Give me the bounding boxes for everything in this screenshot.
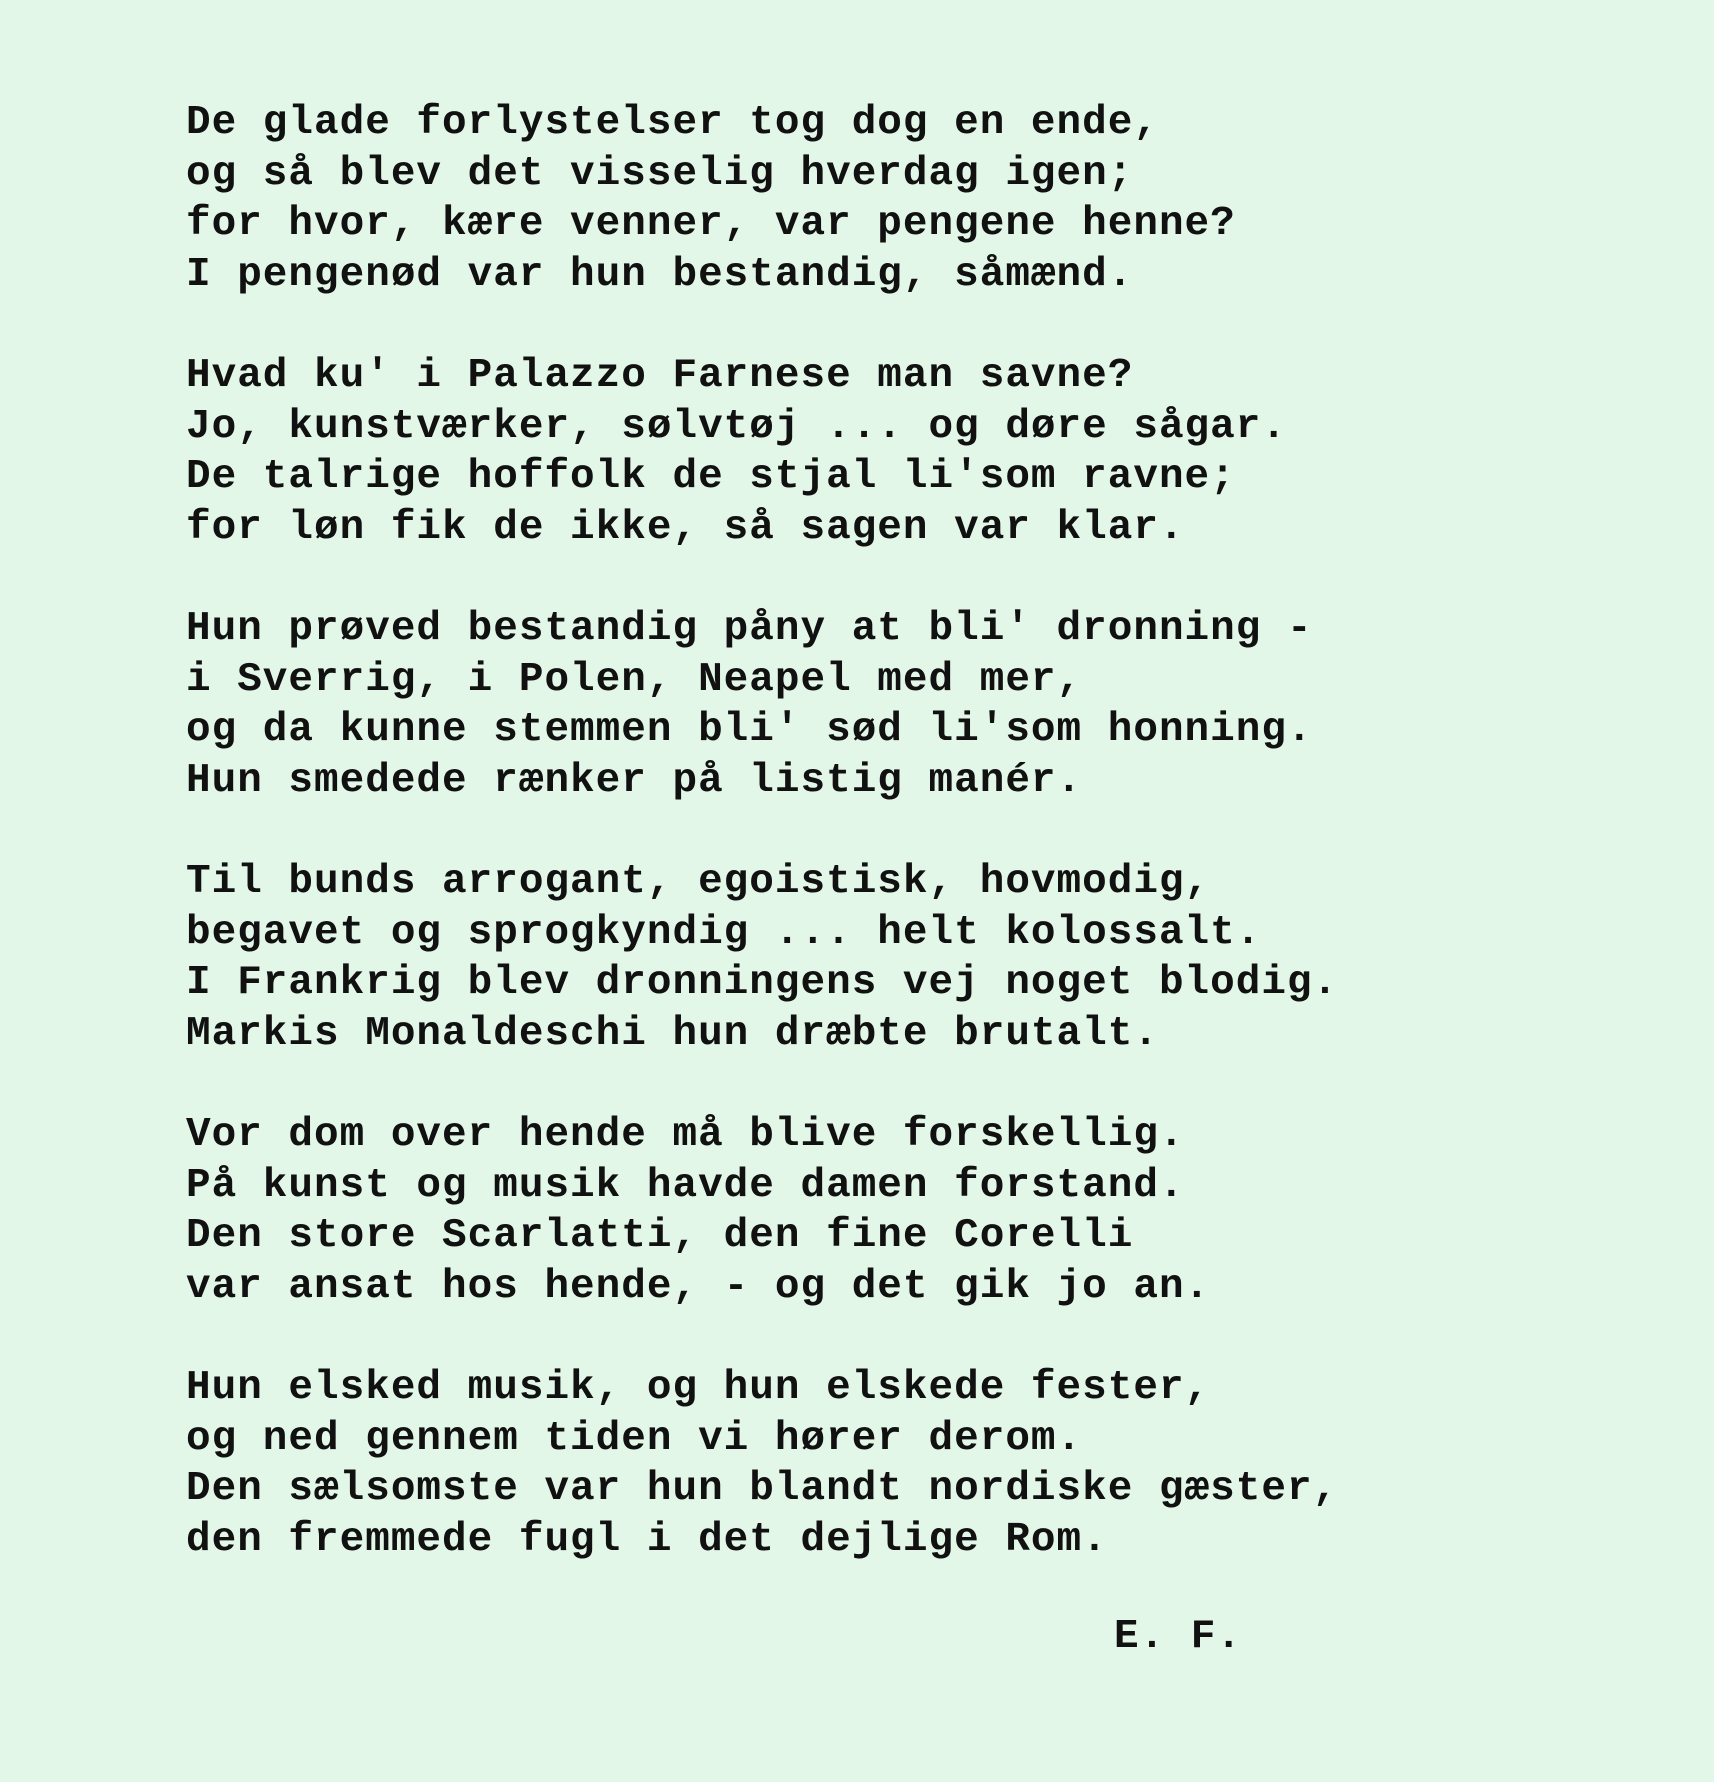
poem-line: Hvad ku' i Palazzo Farnese man savne? [186, 353, 1134, 399]
poem-line: og så blev det visselig hverdag igen; [186, 150, 1134, 197]
poem-line: Hun smedede rænker på listig manér. [186, 757, 1083, 804]
poem-line: Hun prøved bestandig påny at bli' dronning - [186, 606, 1313, 652]
poem-line: og da kunne stemmen bli' sød li'som honning. [186, 707, 1313, 753]
author-signature: E. F. [1114, 1614, 1243, 1660]
poem [186, 98, 1606, 1616]
poem-line: Den store Scarlatti, den fine Corelli [186, 1213, 1134, 1259]
poem-line: i Sverrig, i Polen, Neapel med mer, [186, 656, 1083, 703]
poem-line: begavet og sprogkyndig ... helt kolossalt. [186, 909, 1262, 956]
stanza-4 [186, 857, 1606, 1059]
stanza-6 [186, 1363, 1606, 1565]
poem-line: De glade forlystelser tog dog en ende, [186, 100, 1159, 146]
poem-line: for løn fik de ikke, så sagen var klar. [186, 504, 1185, 551]
poem-line: De talrige hoffolk de stjal li'som ravne; [186, 454, 1236, 500]
stanza-3 [186, 604, 1606, 806]
poem-line: var ansat hos hende, - og det gik jo an. [186, 1263, 1211, 1310]
poem-line: for hvor, kære venner, var pengene henne? [186, 201, 1236, 247]
poem-line: Vor dom over hende må blive forskellig. [186, 1112, 1185, 1158]
poem-line: den fremmede fugl i det dejlige Rom. [186, 1516, 1108, 1563]
poem-line: Markis Monaldeschi hun dræbte brutalt. [186, 1010, 1159, 1057]
poem-line: Den sælsomste var hun blandt nordiske gæster, [186, 1466, 1339, 1512]
stanza-2 [186, 351, 1606, 553]
poem-line: Jo, kunstværker, sølvtøj ... og døre sågar. [186, 403, 1287, 450]
poem-line: Hun elsked musik, og hun elskede fester, [186, 1365, 1211, 1411]
poem-line: På kunst og musik havde damen forstand. [186, 1162, 1185, 1209]
stanza-5 [186, 1110, 1606, 1312]
poem-line: og ned gennem tiden vi hører derom. [186, 1415, 1083, 1462]
poem-line: Til bunds arrogant, egoistisk, hovmodig, [186, 859, 1211, 905]
poem-line: I Frankrig blev dronningens vej noget blodig. [186, 960, 1339, 1006]
poem-line: I pengenød var hun bestandig, såmænd. [186, 251, 1134, 298]
stanza-1 [186, 98, 1606, 300]
